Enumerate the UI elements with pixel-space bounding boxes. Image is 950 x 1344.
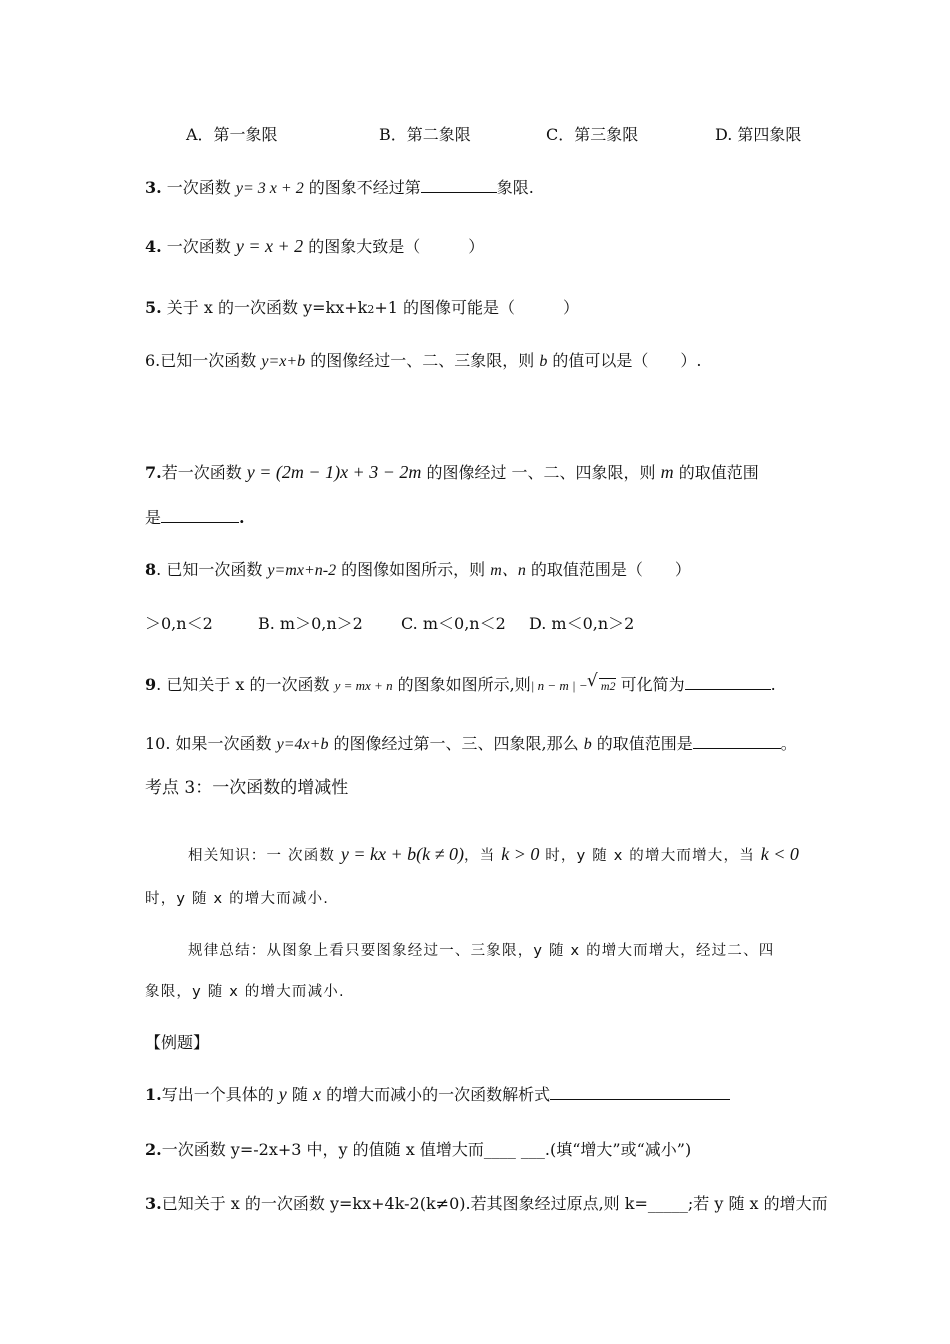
example-3 bbox=[145, 1192, 828, 1216]
option-b: B．第二象限 bbox=[379, 125, 471, 144]
math-condition: k < 0 bbox=[760, 844, 799, 864]
subscript: 2 bbox=[367, 303, 375, 316]
q8-option-b: B. m＞0,n＞2 bbox=[258, 614, 363, 633]
question-number: 7. bbox=[145, 463, 162, 482]
math-variable: b bbox=[539, 353, 548, 370]
math-variable: b bbox=[583, 736, 592, 753]
math-expression: y=x+b bbox=[261, 353, 306, 370]
question-text: 。 bbox=[780, 734, 797, 753]
question-8 bbox=[145, 558, 691, 583]
question-6 bbox=[145, 349, 702, 374]
example-number: 3. bbox=[145, 1194, 162, 1213]
answer-blank[interactable] bbox=[550, 1085, 730, 1100]
question-text: 的图像如图所示，则 bbox=[336, 560, 491, 579]
q8-option-a: ＞0,n＜2 bbox=[145, 614, 213, 633]
question-3 bbox=[145, 176, 534, 201]
question-7-cont bbox=[145, 506, 245, 530]
answer-blank[interactable] bbox=[693, 734, 781, 749]
section-heading: 考点 3：一次函数的增减性 bbox=[145, 778, 349, 798]
question-text: 的图象如图所示,则 bbox=[392, 675, 531, 694]
math-expression: y= 3 x + 2 bbox=[235, 180, 304, 197]
example-text: 的增大而减小的一次函数解析式 bbox=[320, 1085, 551, 1104]
math-absolute-value: | n − m | − bbox=[530, 678, 591, 693]
question-text: 的图像经过 一、二、四象限，则 bbox=[421, 463, 661, 482]
example-heading: 【例题】 bbox=[145, 1033, 210, 1052]
knowledge-paragraph-cont: 时，y 随 x 的增大而减小. bbox=[145, 891, 330, 907]
answer-blank[interactable] bbox=[421, 178, 497, 193]
question-text: 若一次函数 bbox=[161, 463, 247, 482]
question-number: 9 bbox=[145, 675, 157, 694]
question-text: . bbox=[770, 675, 776, 694]
question-text: 一次函数 bbox=[166, 178, 236, 197]
rule-summary-cont: 象限，y 随 x 的增大而减小. bbox=[145, 984, 345, 1000]
question-text: 的图像经过一、二、三象限，则 bbox=[305, 351, 540, 370]
math-variable: x bbox=[312, 1084, 321, 1104]
question-number: 6. bbox=[145, 351, 161, 370]
math-variable: m bbox=[660, 462, 674, 482]
example-text: 一次函数 y=-2x+3 中，y 的值随 x 值增大而____ ___.(填“增大”或“减小”) bbox=[161, 1140, 692, 1159]
math-expression: y=mx+n-2 bbox=[267, 562, 337, 579]
q8-option-d: D. m＜0,n＞2 bbox=[529, 614, 635, 633]
question-10 bbox=[145, 732, 797, 757]
math-expression: y = (2m − 1)x + 3 − 2m bbox=[246, 462, 422, 482]
math-expression: y = x + 2 bbox=[235, 236, 304, 256]
question-text: 的取值范围 bbox=[673, 463, 759, 482]
option-c: C．第三象限 bbox=[546, 125, 639, 144]
example-text: 随 bbox=[286, 1085, 313, 1104]
question-number: 4. bbox=[145, 237, 162, 256]
question-5 bbox=[145, 296, 579, 322]
knowledge-label: 相关知识：一 次函数 bbox=[188, 848, 341, 864]
question-number: 8 bbox=[145, 560, 157, 579]
square-root-icon bbox=[591, 674, 616, 698]
question-text: 象限. bbox=[496, 178, 534, 197]
answer-blank[interactable] bbox=[161, 508, 239, 523]
question-number: 3. bbox=[145, 178, 162, 197]
question-4 bbox=[145, 234, 484, 259]
example-2 bbox=[145, 1138, 691, 1162]
math-expression: y = kx + b(k ≠ 0) bbox=[340, 844, 465, 864]
question-text: 的图象大致是（ ） bbox=[303, 237, 485, 256]
question-text: . 已知关于 x 的一次函数 bbox=[156, 675, 335, 694]
math-condition: k > 0 bbox=[501, 844, 540, 864]
question-text: 可化简为 bbox=[615, 675, 685, 694]
question-text: 一次函数 bbox=[166, 237, 236, 256]
math-expression: y = mx + n bbox=[334, 678, 393, 693]
question-text: 的取值范围是 bbox=[591, 734, 693, 753]
option-d: D. 第四象限 bbox=[715, 125, 802, 144]
question-text: 的图像经过第一、三、四象限,那么 bbox=[328, 734, 584, 753]
knowledge-text: 时，y 随 x 的增大而增大，当 bbox=[539, 848, 761, 864]
math-variable: y bbox=[278, 1084, 287, 1104]
math-expression: y=4x+b bbox=[276, 736, 329, 753]
question-9 bbox=[145, 673, 776, 698]
question-7 bbox=[145, 460, 759, 485]
knowledge-text: ，当 bbox=[464, 848, 502, 864]
question-text: 如果一次函数 bbox=[170, 734, 277, 753]
answer-blank[interactable] bbox=[685, 675, 771, 690]
option-a: A．第一象限 bbox=[186, 125, 278, 144]
question-text: 的图象不经过第 bbox=[303, 178, 421, 197]
rule-summary: 规律总结：从图象上看只要图象经过一、三象限，y 随 x 的增大而增大，经过二、四 bbox=[188, 943, 775, 959]
example-text: 已知关于 x 的一次函数 y=kx+4k-2(k≠0).若其图象经过原点,则 k=_____;若 y 随 x 的增大而 bbox=[161, 1194, 828, 1213]
question-text: +1 的图像可能是（ ） bbox=[374, 298, 580, 317]
question-text: 的取值范围是（ ） bbox=[525, 560, 691, 579]
example-number: 2. bbox=[145, 1140, 162, 1159]
question-text: 关于 x 的一次函数 y=kx+k bbox=[161, 298, 368, 317]
question-text: 是 bbox=[145, 508, 162, 527]
question-text: . bbox=[239, 508, 245, 527]
q8-option-c: C. m＜0,n＜2 bbox=[401, 614, 506, 633]
question-number: 5. bbox=[145, 298, 162, 317]
radicand: m2 bbox=[600, 679, 616, 693]
example-1 bbox=[145, 1082, 730, 1107]
example-number: 1. bbox=[145, 1085, 162, 1104]
question-number: 10. bbox=[145, 734, 171, 753]
math-variable: m、n bbox=[490, 562, 526, 579]
question-text: . 已知一次函数 bbox=[156, 560, 268, 579]
example-text: 写出一个具体的 bbox=[161, 1085, 279, 1104]
knowledge-paragraph bbox=[188, 842, 799, 868]
question-text: 已知一次函数 bbox=[160, 351, 262, 370]
question-text: 的值可以是（ ）. bbox=[547, 351, 702, 370]
